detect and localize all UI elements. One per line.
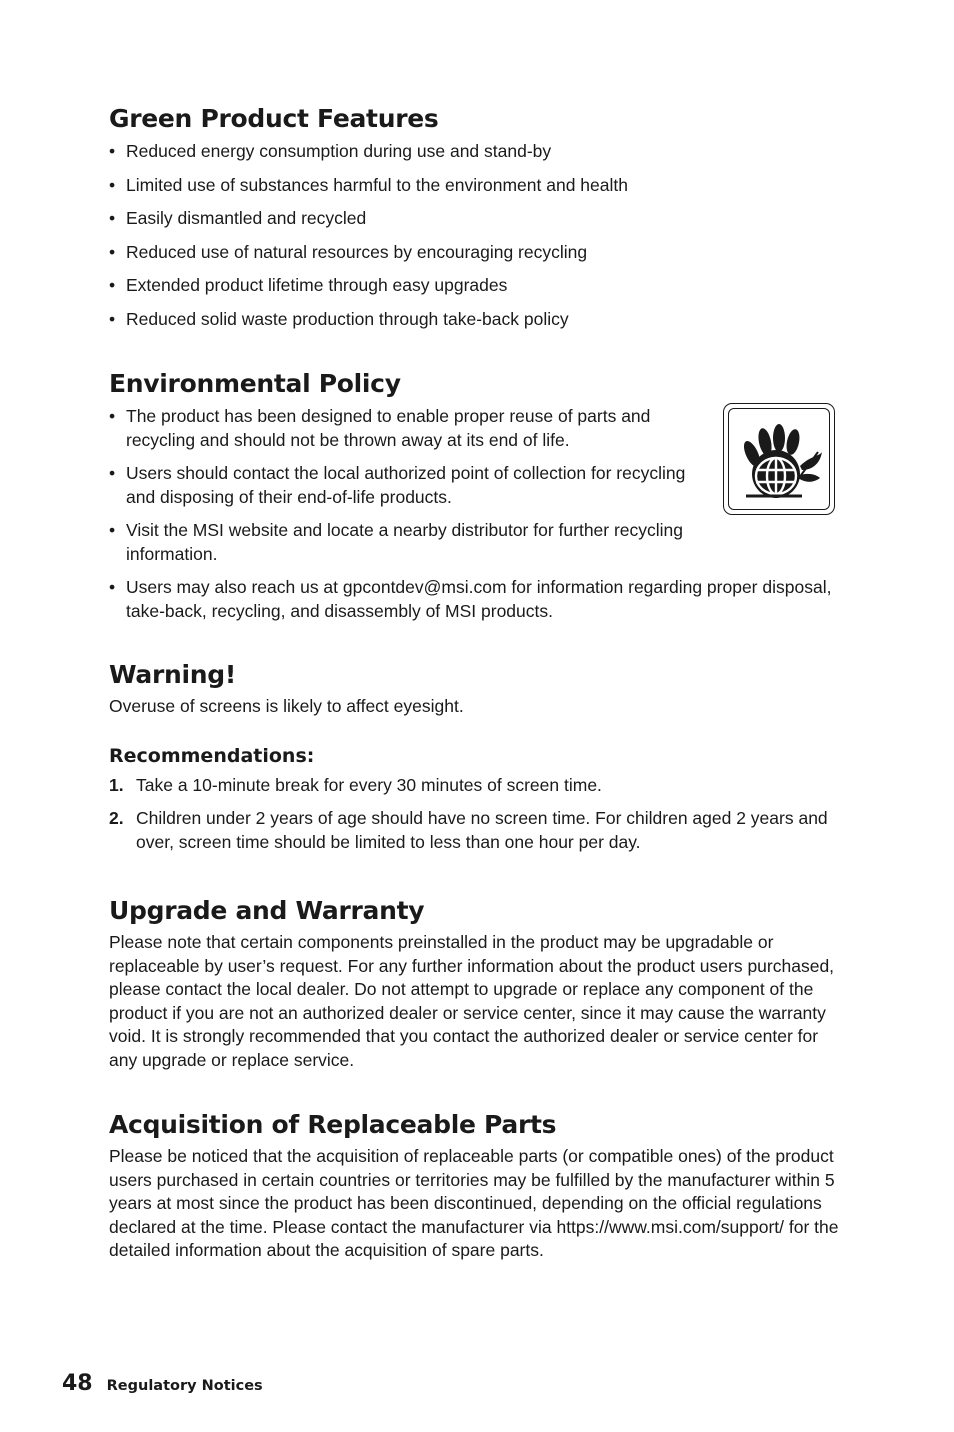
list-item: • Reduced energy consumption during use and stand-by — [109, 140, 839, 164]
acquisition-text: Please be noticed that the acquisition of replaceable parts (or compatible ones) of the product users purchased in certain countries or territories may be fulfilled by the manufacturer within 5 years at most since the product has been discontinued, depending on the official regulations declared at the time. Please contact the manufacturer via https://www.msi.com/support/ for the detailed information about the acquisition of spare parts. — [109, 1146, 839, 1260]
list-item: • Reduced use of natural resources by encouraging recycling — [109, 241, 839, 265]
list-item: • Extended product lifetime through easy upgrades — [109, 274, 839, 298]
upgrade-warranty-heading: Upgrade and Warranty — [109, 896, 425, 925]
list-number: 2. — [109, 808, 124, 828]
page-number: 48 — [62, 1371, 93, 1396]
list-item: • Visit the MSI website and locate a nearby distributor for further recycling information. — [109, 519, 706, 566]
list-item-text: Take a 10-minute break for every 30 minutes of screen time. — [136, 774, 602, 795]
list-item: • Limited use of substances harmful to the environment and health — [109, 174, 839, 198]
recommendations-list — [109, 774, 839, 855]
footer-section-label: Regulatory Notices — [106, 1378, 263, 1394]
list-item: • Users should contact the local authorized point of collection for recycling and disposing of their end-of-life products. — [109, 462, 706, 509]
list-item — [109, 807, 839, 854]
warning-heading: Warning! — [109, 660, 236, 689]
list-item-text: Children under 2 years of age should have no screen time. For children aged 2 years and over, screen time should be limited to less than one hour per day. — [136, 808, 828, 852]
green-product-features-heading: Green Product Features — [109, 104, 439, 133]
page-footer — [62, 1371, 263, 1396]
acquisition-section — [109, 1109, 839, 1263]
list-number: 1. — [109, 774, 124, 795]
hand-globe-recycle-icon — [723, 403, 835, 515]
green-product-features-section — [109, 103, 839, 341]
warning-text: Overuse of screens is likely to affect eyesight. — [109, 696, 464, 716]
environmental-policy-heading: Environmental Policy — [109, 369, 401, 398]
acquisition-heading: Acquisition of Replaceable Parts — [109, 1110, 557, 1139]
list-item: • Easily dismantled and recycled — [109, 207, 839, 231]
recommendations-heading: Recommendations: — [109, 744, 315, 767]
upgrade-warranty-section — [109, 895, 839, 1072]
warning-section — [109, 659, 839, 864]
green-features-list — [109, 140, 839, 331]
list-item: • Users may also reach us at gpcontdev@msi.com for information regarding proper disposal, take-back, recycling, and disassembly of MSI products. — [109, 576, 841, 623]
list-item: • Reduced solid waste production through take-back policy — [109, 308, 839, 332]
upgrade-warranty-text: Please note that certain components preinstalled in the product may be upgradable or replaceable by user’s request. For any further information about the product users purchased, please contact the local dealer. Do not attempt to upgrade or replace any component of the product if you are not an authorized dealer or service center, since it may cause the warranty void. It is strongly recommended that you contact the authorized dealer or service center for any upgrade or replace service. — [109, 932, 835, 1070]
environmental-policy-section — [109, 368, 839, 633]
list-item — [109, 774, 839, 798]
list-item: • The product has been designed to enable proper reuse of parts and recycling and should not be thrown away at its end of life. — [109, 405, 706, 452]
